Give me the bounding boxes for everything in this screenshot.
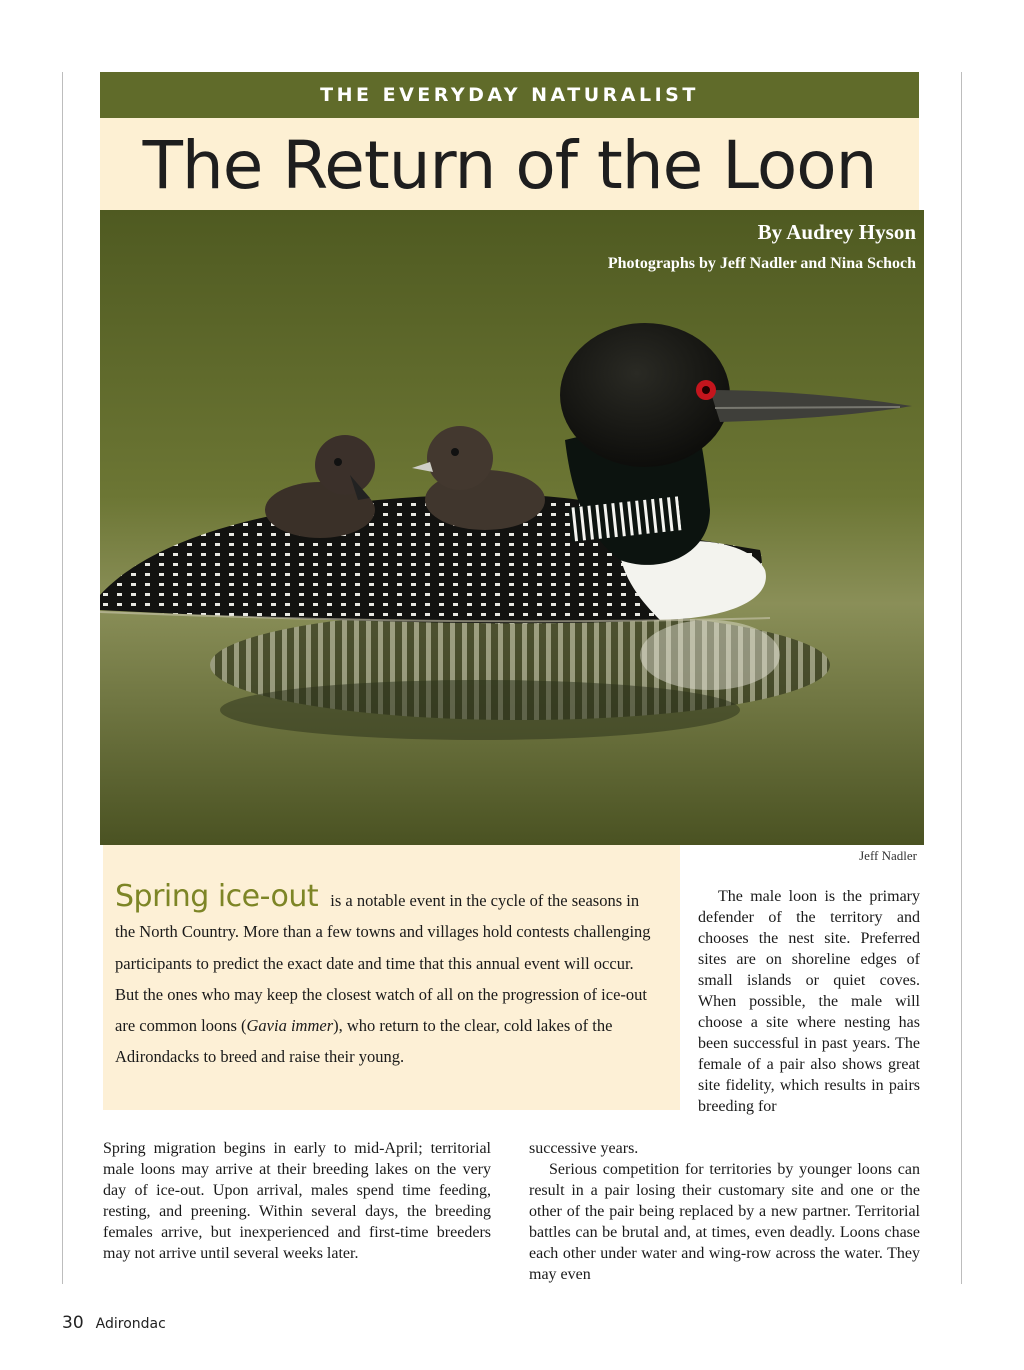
lead-dropcap: Spring ice-out [115, 879, 319, 914]
author-byline: By Audrey Hyson [757, 220, 916, 244]
photo-credit: Jeff Nadler [859, 848, 917, 863]
page-number: 30 [62, 1313, 84, 1333]
magazine-name: Adirondac [95, 1316, 166, 1332]
photographer-credit: Photographs by Jeff Nadler and Nina Schoch [607, 255, 916, 272]
body-column-right [529, 1138, 920, 1285]
lead-text-1: is a notable event in the cycle of the seasons in the North Country. More than a few towns and villages hold contests challenging participants to predict the exact date and time that this annual event will occur. But the ones who may keep the closest watch of all on the progression of ice-out are common loons ( [115, 891, 651, 1036]
lead-paragraph [115, 881, 657, 1073]
loon-photo-illustration [100, 210, 924, 845]
article-title: The Return of the Loon [142, 127, 877, 204]
body-right-paragraph: Serious competition for territories by younger loons can result in a pair losing their customary site and one or the other of the pair being replaced by a new partner. Territorial battles can be brutal and, at times, even deadly. Loons chase each other under water and wing-row across the water. They may even [529, 1161, 920, 1283]
body-column-right-top: The male loon is the primary defender of the territory and chooses the nest site. Preferred sites are on shoreline edges of small islands or quiet coves. When possible, the male will choose a site where nesting has been successful in past years. The female of a pair also shows great site fidelity, which results in pairs breeding for [698, 888, 920, 1115]
loon-photo [100, 210, 924, 845]
section-kicker: THE EVERYDAY NATURALIST [100, 72, 919, 118]
species-name: Gavia immer [246, 1016, 334, 1036]
right-margin-rule [961, 72, 962, 1284]
page-footer [62, 1313, 166, 1333]
body-column-left: Spring migration begins in early to mid-April; territorial male loons may arrive at their breeding lakes on the very day of ice-out. Upon arrival, males spend time feeding, resting, and preening. Within several days, the breeding females arrive, but inexperienced and first-time breeders may not arrive until several weeks later. [103, 1140, 491, 1262]
lead-paragraph-box [103, 845, 680, 1110]
title-banner [100, 118, 919, 210]
body-right-continued: successive years. [529, 1140, 639, 1157]
lead-text-2: ), who return to the clear, cold lakes of the Adirondacks to breed and raise their young. [115, 1016, 613, 1067]
left-margin-rule [62, 72, 63, 1284]
